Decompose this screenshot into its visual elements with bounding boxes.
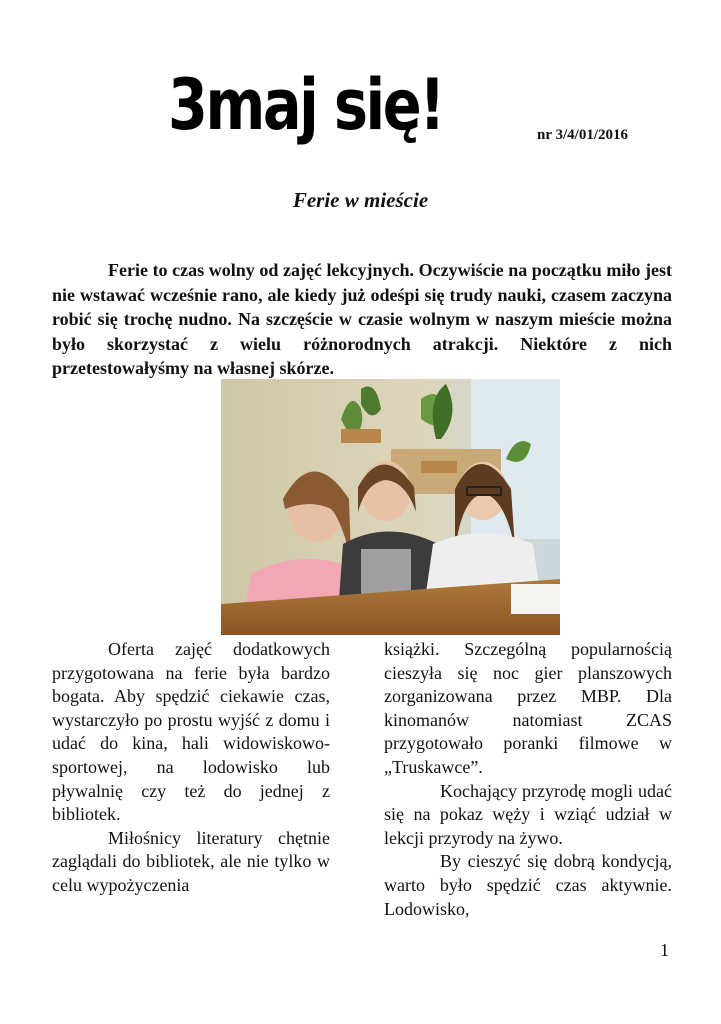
paragraph: Miłośnicy literatury chętnie zaglądali do bibliotek, ale nie tylko w celu wypożyczenia [52, 827, 330, 895]
paragraph: By cieszyć się dobrą kondycją, warto było spędzić czas aktywnie. Lodowisko, [384, 851, 672, 919]
article-lead: Ferie to czas wolny od zajęć lekcyjnych. Oczywiście na początku miło jest nie wstawać wcześnie rano, ale kiedy już odeśpi się trudy nauki, czasem zaczyna robić się trochę nudno. Na szczęście w czasie wolnym w naszym mieście można było skorzystać z wielu różnorodnych atrakcji. Niektóre z nich przetestowałyśmy na własnej skórze. [52, 260, 672, 378]
article-title: Ferie w mieście [292, 188, 429, 212]
paragraph: książki. Szczególną popularnością cieszyła się noc gier planszowych zorganizowana przez MBP. Dla kinomanów natomiast ZCAS przygotowało poranki filmowe w „Truskawce”. [384, 639, 672, 777]
page-number: 1 [660, 940, 669, 960]
article-column-left [52, 638, 330, 898]
paragraph: Kochający przyrodę mogli udać się na pokaz węży i wziąć udział w lekcji przyrody na żywo. [384, 780, 672, 848]
article-photo [221, 379, 560, 635]
issue-number: nr 3/4/01/2016 [537, 127, 628, 143]
article-column-right [384, 638, 672, 921]
masthead-title: 3maj się! [168, 64, 443, 146]
photo-illustration [221, 379, 560, 635]
paragraph: Oferta zajęć dodatkowych przygotowana na ferie była bardzo bogata. Aby spędzić ciekawie czas, wystarczyło po prostu wyjść z domu i udać do kina, hali widowiskowo-sportowej, na lodowisko lub pływalnię czy też do jednej z bibliotek. [52, 639, 330, 825]
